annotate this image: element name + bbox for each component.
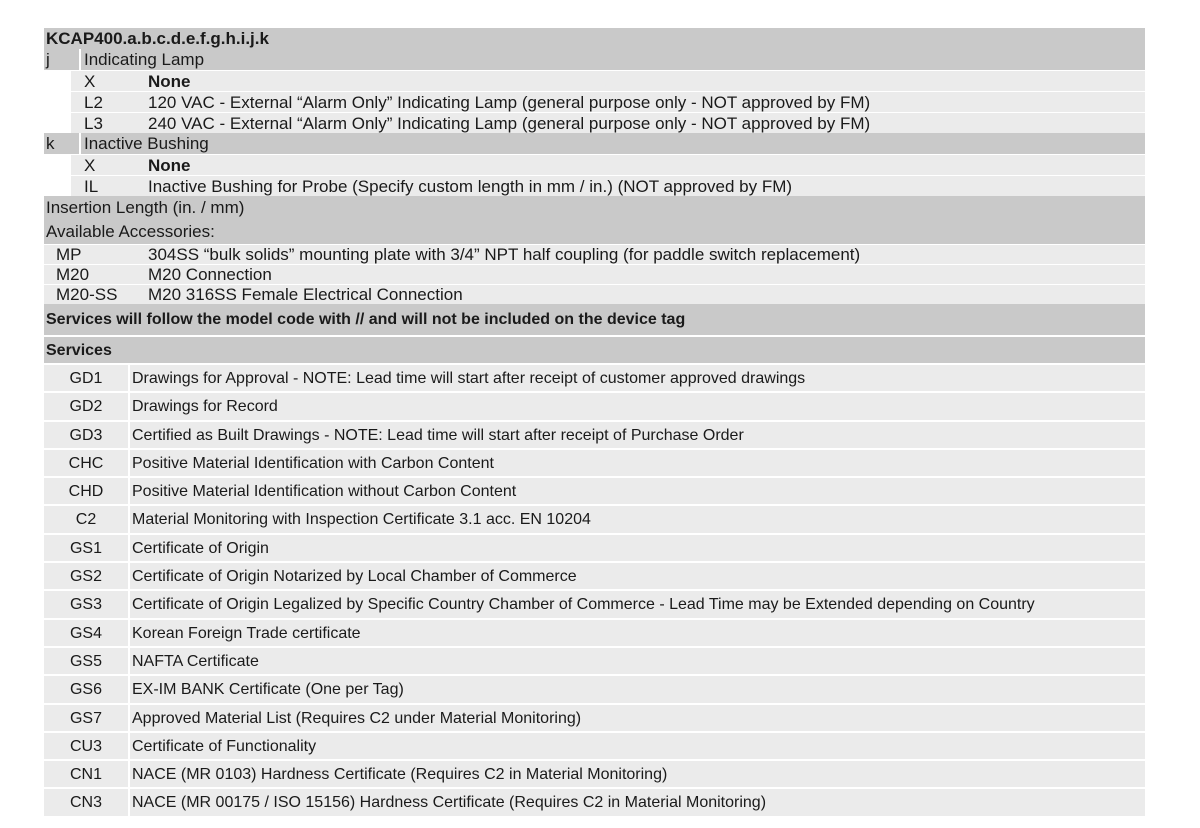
service-row (44, 646, 1145, 674)
option-row (44, 154, 1145, 175)
service-code: CU3 (69, 737, 102, 755)
service-desc: Drawings for Record (132, 398, 278, 416)
service-desc: NACE (MR 00175 / ISO 15156) Hardness Certificate (Requires C2 in Material Monitoring) (132, 794, 767, 812)
group-letter: k (46, 134, 55, 153)
service-code: GD1 (69, 370, 103, 387)
service-code: CHD (68, 483, 104, 501)
service-desc: NAFTA Certificate (132, 652, 259, 670)
option-desc: Inactive Bushing for Probe (Specify custom length in mm / in.) (NOT approved by FM) (148, 177, 793, 196)
option-code: IL (84, 177, 99, 196)
accessory-row (44, 264, 1145, 284)
option-code: X (84, 72, 96, 91)
service-row (44, 618, 1145, 646)
accessories-header-row (44, 220, 1145, 244)
group-row-k (44, 133, 1145, 154)
option-row (44, 112, 1145, 133)
model-code-title: KCAP400.a.b.c.d.e.f.g.h.i.j.k (46, 29, 269, 48)
service-row (44, 476, 1145, 504)
service-desc: Material Monitoring with Inspection Certificate 3.1 acc. EN 10204 (132, 511, 591, 529)
services-header-row (44, 335, 1145, 363)
insertion-length-label: Insertion Length (in. / mm) (46, 198, 245, 217)
option-code: L3 (84, 114, 103, 133)
services-note: Services will follow the model code with // and will not be included on the device tag (46, 311, 686, 328)
service-desc: Certificate of Origin Legalized by Specific Country Chamber of Commerce - Lead Time may be Extended depending on Country (132, 596, 1035, 614)
option-code: L2 (84, 93, 103, 112)
service-code: GS1 (69, 539, 102, 557)
service-code: GS3 (69, 596, 102, 614)
column-divider (128, 705, 130, 731)
service-desc: EX-IM BANK Certificate (One per Tag) (132, 681, 404, 699)
column-divider (128, 506, 130, 532)
service-row (44, 448, 1145, 476)
service-row (44, 787, 1145, 815)
column-divider (128, 648, 130, 674)
accessory-desc: M20 Connection (148, 265, 272, 284)
accessory-desc: 304SS “bulk solids” mounting plate with 3/4” NPT half coupling (for paddle switch replacement) (148, 245, 861, 264)
insertion-length-row (44, 196, 1145, 220)
service-code: C2 (75, 511, 97, 529)
column-divider (128, 478, 130, 504)
services-list (44, 363, 1145, 816)
column-divider (79, 49, 81, 70)
option-desc: None (148, 156, 191, 175)
column-divider (128, 676, 130, 702)
option-desc: None (148, 72, 191, 91)
model-code-table (44, 28, 1145, 816)
service-code: CN3 (69, 794, 102, 812)
column-divider (79, 133, 81, 154)
service-row (44, 420, 1145, 448)
accessory-row (44, 244, 1145, 264)
column-divider (128, 422, 130, 448)
accessories-label: Available Accessories: (46, 222, 215, 241)
option-row (44, 91, 1145, 112)
service-row (44, 731, 1145, 759)
column-divider (128, 733, 130, 759)
group-row-j (44, 49, 1145, 70)
option-row (44, 175, 1145, 196)
option-desc: 120 VAC - External “Alarm Only” Indicating Lamp (general purpose only - NOT approved by FM) (148, 93, 871, 112)
option-code: X (84, 156, 96, 175)
accessory-code: M20 (56, 265, 90, 284)
column-divider (128, 365, 130, 391)
service-desc: Certificate of Functionality (132, 737, 317, 755)
indent-gap (44, 92, 71, 112)
indent-gap (44, 71, 71, 91)
service-row (44, 561, 1145, 589)
column-divider (128, 563, 130, 589)
service-code: GD3 (69, 426, 103, 444)
accessory-code: M20-SS (56, 285, 118, 304)
service-row (44, 391, 1145, 419)
service-desc: Certified as Built Drawings - NOTE: Lead time will start after receipt of Purchase Order (132, 426, 744, 444)
accessory-desc: M20 316SS Female Electrical Connection (148, 285, 463, 304)
service-row (44, 504, 1145, 532)
indent-gap (44, 176, 71, 196)
services-note-row (44, 304, 1145, 335)
model-code-title-row (44, 28, 1145, 49)
service-code: GS4 (69, 624, 102, 642)
service-code: GS5 (69, 652, 102, 670)
service-code: GS2 (69, 568, 102, 586)
service-code: GD2 (69, 398, 103, 416)
service-desc: Drawings for Approval - NOTE: Lead time will start after receipt of customer approved drawings (132, 370, 806, 387)
column-divider (128, 789, 130, 815)
group-label: Indicating Lamp (84, 50, 205, 69)
service-desc: Positive Material Identification with Carbon Content (132, 454, 494, 472)
service-code: CHC (68, 454, 104, 472)
service-desc: NACE (MR 0103) Hardness Certificate (Requires C2 in Material Monitoring) (132, 766, 668, 784)
column-divider (128, 761, 130, 787)
accessory-row (44, 284, 1145, 304)
services-label: Services (46, 342, 112, 359)
service-row (44, 759, 1145, 787)
option-desc: 240 VAC - External “Alarm Only” Indicating Lamp (general purpose only - NOT approved by FM) (148, 114, 871, 133)
service-row (44, 533, 1145, 561)
service-row (44, 674, 1145, 702)
indent-gap (44, 113, 71, 133)
accessory-code: MP (56, 245, 82, 264)
option-row (44, 70, 1145, 91)
service-row (44, 363, 1145, 391)
service-desc: Positive Material Identification without Carbon Content (132, 483, 517, 501)
service-desc: Korean Foreign Trade certificate (132, 624, 361, 642)
service-row (44, 703, 1145, 731)
service-code: CN1 (69, 766, 102, 784)
column-divider (128, 393, 130, 419)
column-divider (128, 450, 130, 476)
column-divider (128, 591, 130, 617)
indent-gap (44, 155, 71, 175)
group-letter: j (46, 50, 50, 69)
service-code: GS7 (69, 709, 102, 727)
service-row (44, 589, 1145, 617)
service-desc: Certificate of Origin Notarized by Local Chamber of Commerce (132, 568, 577, 586)
group-label: Inactive Bushing (84, 134, 209, 153)
service-code: GS6 (69, 681, 102, 699)
service-desc: Certificate of Origin (132, 539, 269, 557)
column-divider (128, 535, 130, 561)
column-divider (128, 620, 130, 646)
service-desc: Approved Material List (Requires C2 under Material Monitoring) (132, 709, 582, 727)
